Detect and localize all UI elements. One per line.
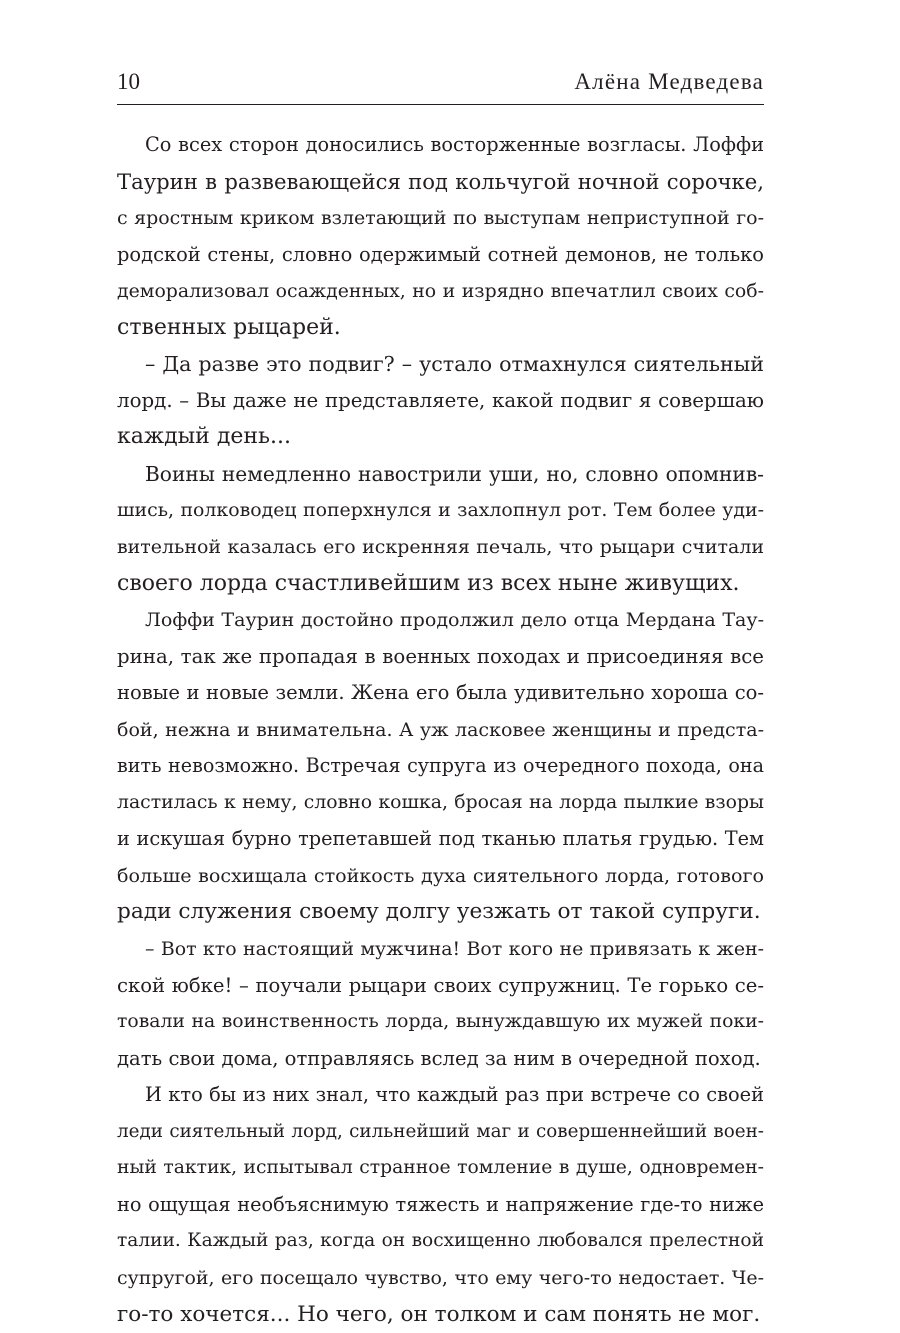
text-line: ственных рыцарей. <box>117 310 764 347</box>
text-line: леди сиятельный лорд, сильнейший маг и совершеннейший воен- <box>117 1114 764 1151</box>
body-text <box>117 127 764 1333</box>
text-line: больше восхищала стойкость духа сиятельного лорда, готового <box>117 858 764 895</box>
text-line: Лоффи Таурин достойно продолжил дело отца Мердана Тау- <box>117 602 764 639</box>
text-line: бой, нежна и внимательна. А уж ласковее женщины и предста- <box>117 712 764 749</box>
text-line: дать свои дома, отправляясь вслед за ним в очередной поход. <box>117 1041 764 1078</box>
text-line: ный тактик, испытывал странное томление в душе, одновремен- <box>117 1150 764 1187</box>
text-line: родской стены, словно одержимый сотней демонов, не только <box>117 237 764 274</box>
text-line: новые и новые земли. Жена его была удивительно хороша со- <box>117 675 764 712</box>
text-line: Со всех сторон доносились восторженные возгласы. Лоффи <box>117 127 764 164</box>
text-line: супругой, его посещало чувство, что ему чего-то недостает. Че- <box>117 1260 764 1297</box>
text-line: – Да разве это подвиг? – устало отмахнулся сиятельный <box>117 346 764 383</box>
text-line: И кто бы из них знал, что каждый раз при встрече со своей <box>117 1077 764 1114</box>
text-line: рина, так же пропадая в военных походах и присоединяя все <box>117 639 764 676</box>
text-line: вительной казалась его искренняя печаль, что рыцари считали <box>117 529 764 566</box>
text-line: лорд. – Вы даже не представляете, какой подвиг я совершаю <box>117 383 764 420</box>
text-line: талии. Каждый раз, когда он восхищенно любовался прелестной <box>117 1223 764 1260</box>
text-line: своего лорда счастливейшим из всех ныне живущих. <box>117 566 764 603</box>
text-line: но ощущая необъяснимую тяжесть и напряжение где-то ниже <box>117 1187 764 1224</box>
running-header <box>117 64 764 104</box>
author-name: Алёна Медведева <box>574 68 764 96</box>
text-line: ради служения своему долгу уезжать от такой супруги. <box>117 894 764 931</box>
text-line: го-то хочется... Но чего, он толком и сам понять не мог. <box>117 1297 764 1333</box>
text-line: и искушая бурно трепетавшей под тканью платья грудью. Тем <box>117 821 764 858</box>
text-line: с яростным криком взлетающий по выступам неприступной го- <box>117 200 764 237</box>
text-line: ластилась к нему, словно кошка, бросая на лорда пылкие взоры <box>117 785 764 822</box>
text-line: вить невозможно. Встречая супруга из очередного похода, она <box>117 748 764 785</box>
text-line: каждый день... <box>117 419 764 456</box>
header-divider <box>117 104 764 105</box>
page-number: 10 <box>117 68 140 96</box>
text-line: Воины немедленно навострили уши, но, словно опомнив- <box>117 456 764 493</box>
text-line: ской юбке! – поучали рыцари своих супружниц. Те горько се- <box>117 968 764 1005</box>
text-line: – Вот кто настоящий мужчина! Вот кого не привязать к жен- <box>117 931 764 968</box>
text-line: шись, полководец поперхнулся и захлопнул рот. Тем более уди- <box>117 492 764 529</box>
text-line: Таурин в развевающейся под кольчугой ночной сорочке, <box>117 164 764 201</box>
text-line: деморализовал осажденных, но и изрядно впечатлил своих соб- <box>117 273 764 310</box>
text-line: товали на воинственность лорда, вынуждавшую их мужей поки- <box>117 1004 764 1041</box>
